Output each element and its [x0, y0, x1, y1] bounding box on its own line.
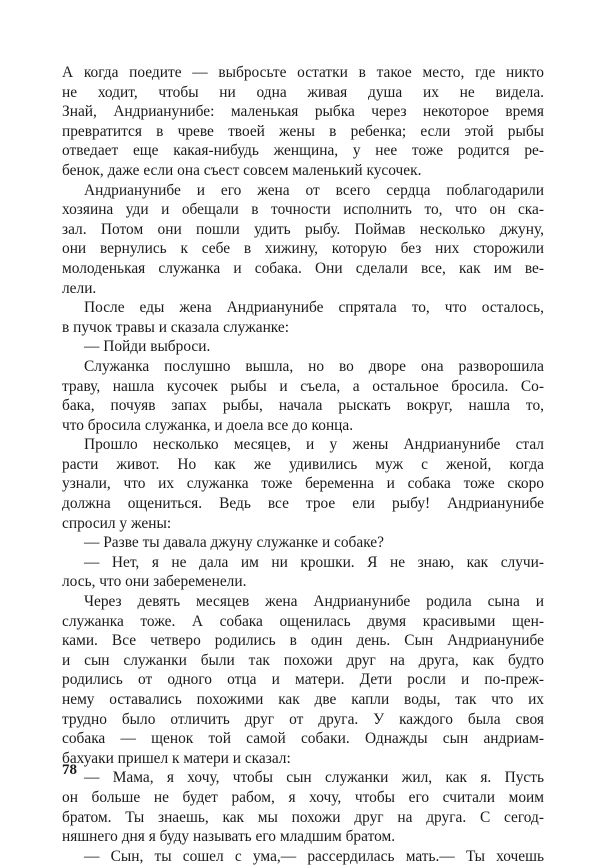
text-line: траву, нашла кусочек рыбы и съела, а остальное бросила. Со- — [62, 377, 544, 395]
page-number: 78 — [62, 762, 77, 778]
text-line: — Разве ты давала джуну служанке и собаке? — [84, 534, 384, 552]
text-line: лели. — [62, 279, 97, 297]
text-line: он больше не будет рабом, я хочу, чтобы его считали моим — [62, 788, 544, 806]
text-line: лось, что они забеременели. — [62, 573, 247, 591]
text-line: что бросила служанка, и доела все до конца. — [62, 416, 354, 434]
text-line: — Мама, я хочу, чтобы сын служанки жил, как я. Пусть — [84, 769, 544, 787]
text-line: — Пойди выброси. — [84, 338, 211, 356]
text-line: бахуаки пришел к матери и сказал: — [62, 749, 291, 767]
text-line: Служанка послушно вышла, но во дворе она разворошила — [84, 357, 544, 375]
text-line: Знай, Андрианунибе: маленькая рыбка через некоторое время — [62, 103, 544, 121]
text-line: Через девять месяцев жена Андрианунибе родила сына и — [84, 593, 544, 611]
text-line: ками. Все четверо родились в один день. Сын Андрианунибе — [62, 632, 544, 650]
text-line: не ходит, чтобы ни одна живая душа их не видела. — [62, 83, 544, 101]
text-line: спросил у жены: — [62, 514, 172, 532]
text-line: зал. Потом они пошли удить рыбу. Поймав несколько джуну, — [62, 220, 544, 238]
text-line: расти живот. Но как же удивились муж с женой, когда — [62, 455, 544, 473]
text-line: родились от одного отца и матери. Дети росли и по-преж- — [62, 671, 544, 689]
text-line: и сын служанки были так похожи друг на друга, как будто — [62, 651, 544, 669]
text-line: — Нет, я не дала им ни крошки. Я не знаю, как случи- — [84, 553, 544, 571]
text-line: После еды жена Андрианунибе спрятала то, что осталось, — [84, 299, 544, 317]
text-line: собака — щенок той самой собаки. Однажды сын андриам- — [62, 730, 544, 748]
text-line: А когда поедите — выбросьте остатки в такое место, где никто — [62, 64, 544, 81]
page-text — [62, 63, 544, 866]
text-line: няшнего дня я буду называть его младшим братом. — [62, 828, 396, 846]
text-line: в пучок травы и сказала служанке: — [62, 318, 290, 336]
text-line: бака, почуяв запах рыбы, начала рыскать вокруг, нашла то, — [62, 397, 544, 415]
text-line: превратится в чреве твоей жены в ребенка; если этой рыбы — [62, 122, 544, 140]
text-line: братом. Ты знаешь, как мы похожи друг на друга. С сегод- — [62, 808, 544, 826]
text-line: отведает еще какая-нибудь женщина, у нее тоже родится ре- — [62, 142, 544, 160]
text-line: Прошло несколько месяцев, и у жены Андрианунибе стал — [84, 436, 544, 454]
text-line: нему оставались похожими как две капли воды, так что их — [62, 691, 544, 708]
text-line: Андрианунибе и его жена от всего сердца поблагодарили — [84, 181, 544, 199]
text-line: трудно было отличить друг от друга. У каждого была своя — [62, 710, 544, 728]
text-line: узнали, что их служанка тоже беременна и собака тоже скоро — [62, 475, 544, 493]
text-line: молоденькая служанка и собака. Они сделали все, как им ве- — [62, 259, 544, 277]
text-line: — Сын, ты сошел с ума,— рассердилась мать.— Ты хочешь — [84, 847, 544, 865]
text-line: хозяина уди и обещали в точности исполнить то, что он ска- — [62, 201, 544, 219]
text-line: они вернулись к себе в хижину, которую без них сторожили — [62, 240, 544, 258]
text-line: бенок, даже если она съест совсем маленький кусочек. — [62, 161, 422, 179]
text-line: служанка тоже. А собака ощенилась двумя красивыми щен- — [62, 612, 544, 630]
text-line: должна ощениться. Ведь все трое ели рыбу! Андрианунибе — [62, 495, 544, 513]
